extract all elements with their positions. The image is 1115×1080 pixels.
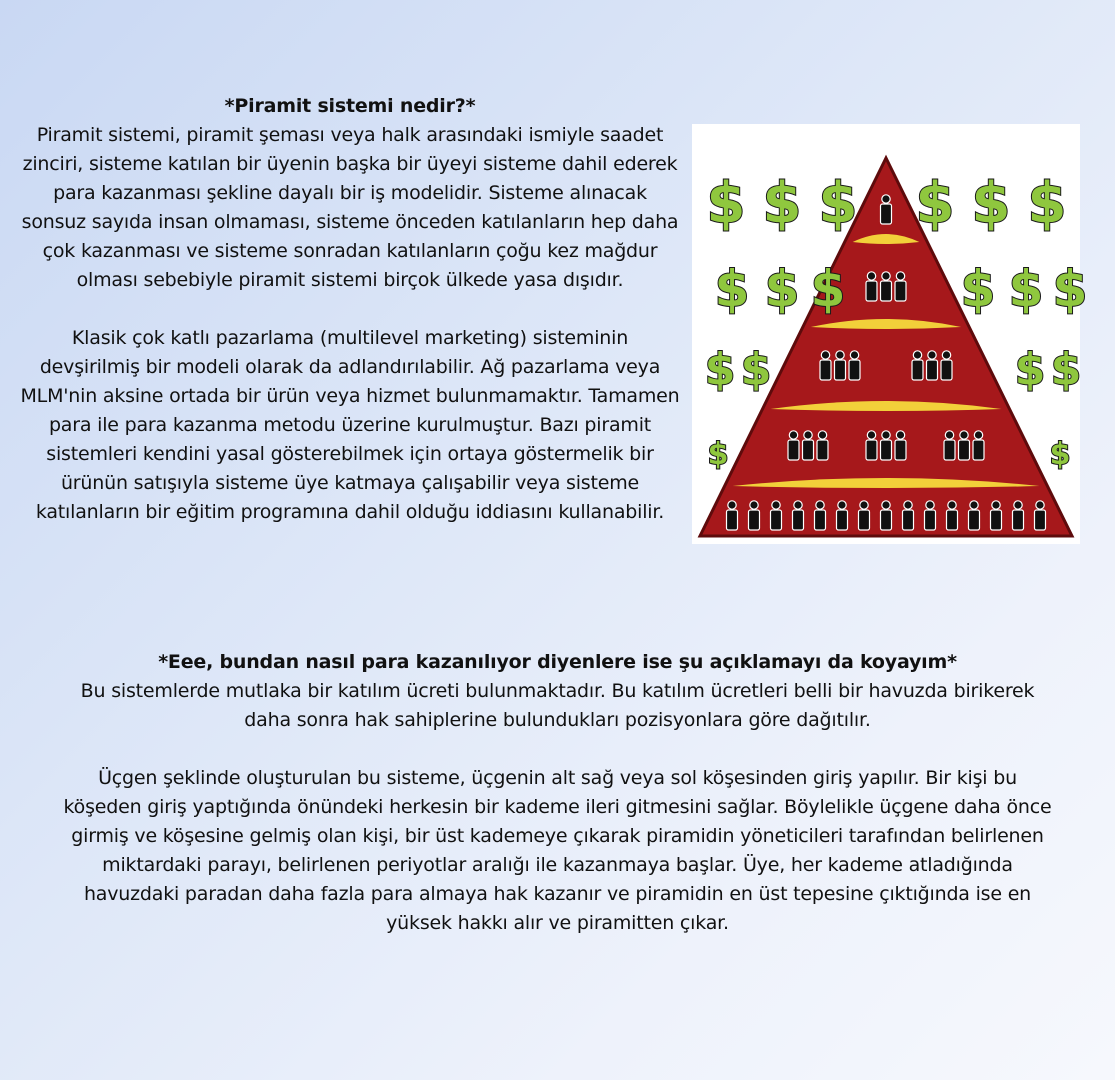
person-icon bbox=[881, 195, 892, 224]
person-icon bbox=[895, 272, 906, 301]
dollar-sign-icon: $ bbox=[818, 171, 858, 236]
person-icon bbox=[837, 501, 848, 530]
person-icon bbox=[881, 272, 892, 301]
dollar-sign-icon: $ bbox=[810, 260, 846, 318]
person-icon bbox=[944, 431, 955, 460]
person-icon bbox=[866, 431, 877, 460]
person-icon bbox=[859, 501, 870, 530]
person-icon bbox=[727, 501, 738, 530]
section2-paragraph2: Üçgen şeklinde oluşturulan bu sisteme, üçgenin alt sağ veya sol köşesinden giriş yapılır. Bir kişi bu köşeden giriş yaptığında önündeki herkesin bir kademe ileri gitmesini sağlar. Böylelikle üçgene daha önce girmiş ve köşesine gelmiş olan kişi, bir üst kademeye çıkarak piramidin yöneticileri tarafından belirlenen miktardaki parayı, belirlenen periyotlar aralığı ile kazanmaya başlar. Üye, her kademe atladığında havuzdaki paradan daha fazla para almaya hak kazanır ve piramidin en üst tepesine çıktığında ise en yüksek hakkı alır ve piramitten çıkar. bbox=[63, 767, 1052, 934]
section-how-money-is-made bbox=[60, 648, 1055, 938]
person-icon bbox=[835, 351, 846, 380]
person-icon bbox=[927, 351, 938, 380]
person-icon bbox=[815, 501, 826, 530]
person-icon bbox=[881, 431, 892, 460]
person-icon bbox=[1035, 501, 1046, 530]
dollar-sign-icon: $ bbox=[1050, 344, 1082, 395]
section2-heading: *Eee, bundan nasıl para kazanılıyor diyenlere ise şu açıklamayı da koyayım* bbox=[158, 651, 957, 673]
dollar-sign-icon: $ bbox=[714, 260, 750, 318]
person-icon bbox=[947, 501, 958, 530]
section1-paragraph2: Klasik çok katlı pazarlama (multilevel marketing) sisteminin devşirilmiş bir modeli olarak da adlandırılabilir. Ağ pazarlama veya MLM'nin aksine ortada bir ürün veya hizmet bulunmamaktır. Tamamen para ile para kazanma metodu üzerine kurulmuştur. Bazı piramit sistemleri kendini yasal gösterebilmek için ortaya göstermelik bir ürünün satışıyla sisteme üye katmaya çalışabilir veya sisteme katılanların bir eğitim programına dahil olduğu iddiasını kullanabilir. bbox=[20, 327, 680, 523]
person-icon bbox=[788, 431, 799, 460]
dollar-sign-icon: $ bbox=[740, 344, 772, 395]
dollar-sign-icon: $ bbox=[704, 344, 736, 395]
dollar-sign-icon: $ bbox=[1008, 260, 1044, 318]
person-icon bbox=[991, 501, 1002, 530]
dollar-sign-icon: $ bbox=[764, 260, 800, 318]
person-icon bbox=[903, 501, 914, 530]
person-icon bbox=[866, 272, 877, 301]
section-what-is-pyramid bbox=[20, 92, 680, 527]
person-icon bbox=[969, 501, 980, 530]
person-icon bbox=[817, 431, 828, 460]
dollar-sign-icon: $ bbox=[707, 437, 729, 472]
pyramid-scheme-illustration bbox=[692, 124, 1088, 544]
person-icon bbox=[895, 431, 906, 460]
section1-paragraph1: Piramit sistemi, piramit şeması veya halk arasındaki ismiyle saadet zinciri, sisteme katılan bir üyenin başka bir üyeyi sisteme dahil ederek para kazanması şekline dayalı bir iş modelidir. Sisteme alınacak sonsuz sayıda insan olmaması, sisteme önceden katılanların hep daha çok kazanması ve sisteme sonradan katılanların çoğu kez mağdur olması sebebiyle piramit sistemi birçok ülkede yasa dışıdır. bbox=[21, 124, 679, 291]
dollar-sign-icon: $ bbox=[1049, 437, 1071, 472]
dollar-sign-icon: $ bbox=[706, 171, 746, 236]
person-icon bbox=[849, 351, 860, 380]
section2-paragraph1: Bu sistemlerde mutlaka bir katılım ücreti bulunmaktadır. Bu katılım ücretleri belli bir havuzda birikerek daha sonra hak sahiplerine bulundukları pozisyonlara göre dağıtılır. bbox=[80, 680, 1035, 731]
dollar-sign-icon: $ bbox=[971, 171, 1011, 236]
section1-heading: *Piramit sistemi nedir?* bbox=[224, 95, 476, 117]
person-icon bbox=[1013, 501, 1024, 530]
person-icon bbox=[881, 501, 892, 530]
person-icon bbox=[771, 501, 782, 530]
dollar-sign-icon: $ bbox=[960, 260, 996, 318]
person-icon bbox=[803, 431, 814, 460]
person-icon bbox=[793, 501, 804, 530]
dollar-sign-icon: $ bbox=[915, 171, 955, 236]
person-icon bbox=[925, 501, 936, 530]
person-icon bbox=[820, 351, 831, 380]
person-icon bbox=[941, 351, 952, 380]
dollar-sign-icon: $ bbox=[1052, 260, 1088, 318]
person-icon bbox=[912, 351, 923, 380]
person-icon bbox=[749, 501, 760, 530]
person-icon bbox=[959, 431, 970, 460]
dollar-sign-icon: $ bbox=[1014, 344, 1046, 395]
dollar-sign-icon: $ bbox=[1027, 171, 1067, 236]
pyramid-svg bbox=[692, 124, 1088, 544]
dollar-sign-icon: $ bbox=[762, 171, 802, 236]
person-icon bbox=[973, 431, 984, 460]
